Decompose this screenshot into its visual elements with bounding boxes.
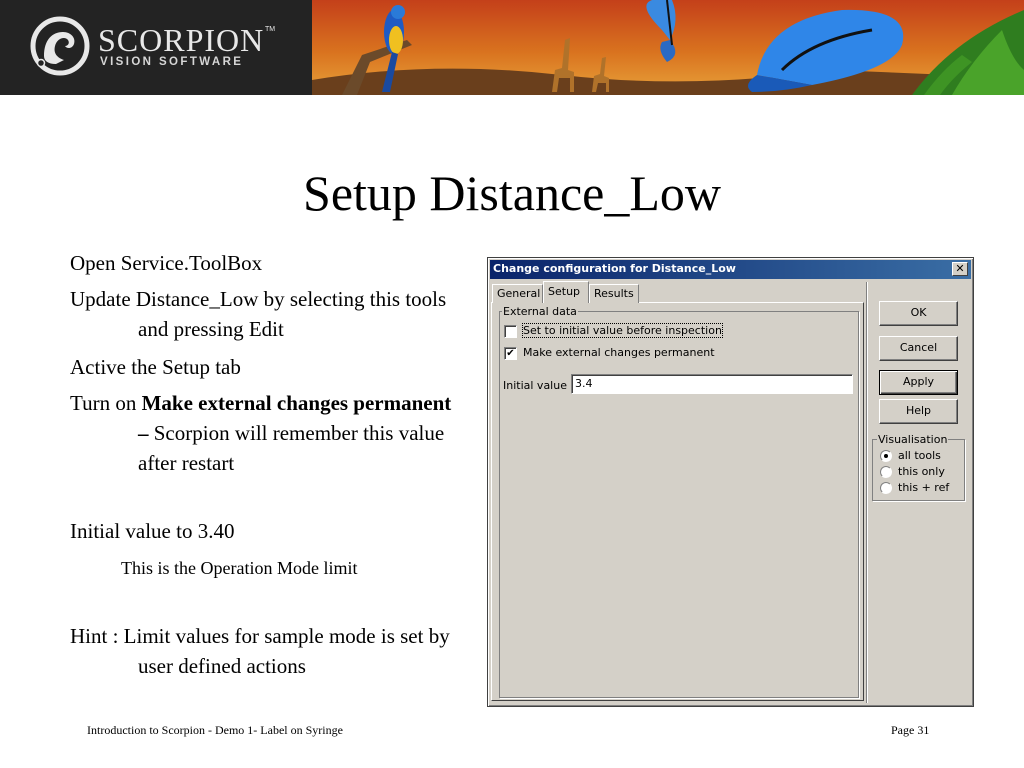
bullet-turn-on-suffix: Scorpion will remember this value after restart xyxy=(138,421,445,475)
radio-this-ref-label: this + ref xyxy=(898,481,950,494)
radio-this-only-label: this only xyxy=(898,465,945,478)
radio-this-ref-row[interactable] xyxy=(880,481,960,495)
external-data-group xyxy=(499,311,859,698)
brand-name: SCORPION xyxy=(98,22,265,58)
close-icon: ✕ xyxy=(955,262,965,275)
radio-all-tools-label: all tools xyxy=(898,449,941,462)
tab-results[interactable]: Results xyxy=(589,284,639,303)
dialog-titlebar[interactable] xyxy=(490,260,971,279)
radio-all-tools-row[interactable] xyxy=(880,449,960,463)
tab-general[interactable]: General xyxy=(492,284,543,303)
bullet-hint: Hint : Limit values for sample mode is set by user defined actions xyxy=(70,624,450,678)
cancel-button[interactable]: Cancel xyxy=(879,336,958,361)
bullet-turn-on-bold: Make external changes permanent – xyxy=(138,391,452,445)
radio-this-ref[interactable] xyxy=(880,482,892,494)
checkbox-initial-value-row[interactable] xyxy=(504,324,722,338)
bullet-update-tool: Update Distance_Low by selecting this tools and pressing Edit xyxy=(70,287,447,341)
bullet-setup-tab: Active the Setup tab xyxy=(70,355,241,379)
brand-trademark: TM xyxy=(265,26,276,33)
header-banner xyxy=(0,0,1024,95)
checkbox-initial-value-label: Set to initial value before inspection xyxy=(523,324,722,337)
radio-this-only[interactable] xyxy=(880,466,892,478)
help-button[interactable]: Help xyxy=(879,399,958,424)
checkbox-permanent-row[interactable] xyxy=(504,346,715,360)
brand-subtitle: VISION SOFTWARE xyxy=(100,56,244,68)
external-data-label: External data xyxy=(503,305,577,318)
scorpion-logo-icon xyxy=(30,16,90,76)
radio-selected-dot xyxy=(884,454,888,458)
checkbox-initial-value[interactable] xyxy=(504,325,517,338)
ok-button[interactable]: OK xyxy=(879,301,958,326)
sub-bullet-operation-mode: This is the Operation Mode limit xyxy=(121,558,358,578)
initial-value-input[interactable]: 3.4 xyxy=(571,374,853,394)
bullet-initial-value: Initial value to 3.40 xyxy=(70,519,235,543)
bullet-turn-on-prefix: Turn on xyxy=(70,391,142,415)
bullet-turn-on xyxy=(70,388,460,478)
visualisation-label: Visualisation xyxy=(878,433,948,446)
radio-all-tools[interactable] xyxy=(880,450,892,462)
slide-title: Setup Distance_Low xyxy=(303,165,721,221)
checkbox-permanent-label: Make external changes permanent xyxy=(523,346,715,359)
footer-text: Introduction to Scorpion - Demo 1- Label on Syringe xyxy=(87,723,343,737)
logo-area xyxy=(0,0,312,95)
initial-value-label: Initial value xyxy=(503,379,567,392)
dialog-title: Change configuration for Distance_Low xyxy=(493,262,736,275)
close-button[interactable] xyxy=(952,262,968,276)
checkbox-permanent[interactable]: ✔ xyxy=(504,347,517,360)
bullet-open-toolbox: Open Service.ToolBox xyxy=(70,251,263,275)
apply-button[interactable]: Apply xyxy=(879,370,958,395)
radio-this-only-row[interactable] xyxy=(880,465,960,479)
config-dialog xyxy=(487,257,974,707)
page-number: Page 31 xyxy=(891,723,930,737)
tab-setup[interactable]: Setup xyxy=(543,281,589,303)
sidebar-divider xyxy=(866,282,868,703)
banner-nature-illustration xyxy=(312,0,1024,95)
